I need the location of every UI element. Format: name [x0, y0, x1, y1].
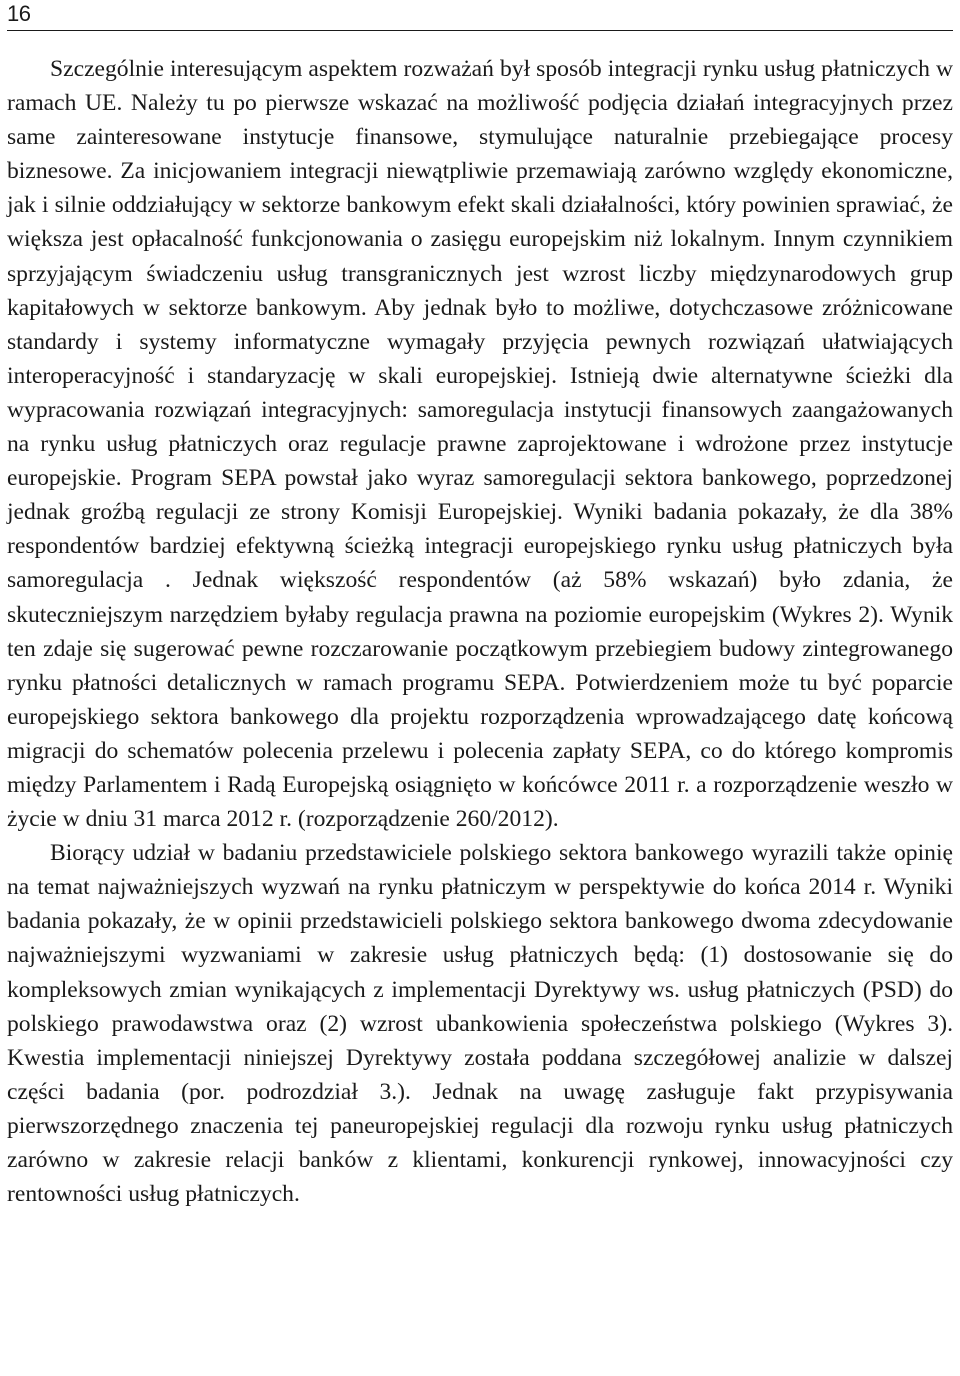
page-number: 16 — [7, 1, 31, 26]
paragraph-2: Biorący udział w badaniu przedstawiciele polskiego sektora bankowego wyrazili także opinię na temat najważniejszych wyzwań na rynku płatniczym w perspektywie do końca 2014 r. Wyniki badania pokazały, że w opinii przedstawicieli polskiego sektora bankowego dwoma zdecydowanie najważniejszymi wyzwaniami w zakresie usług płatniczych będą: (1) dostosowanie się do kompleksowych zmian wynikających z implementacji Dyrektywy ws. usług płatniczych (PSD) do polskiego prawodawstwa oraz (2) wzrost ubankowienia społeczeństwa polskiego (Wykres 3). Kwestia implementacji niniejszej Dyrektywy została poddana szczegółowej analizie w dalszej części badania (por. podrozdział 3.). Jednak na uwagę zasługuje fakt przypisywania pierwszorzędnego znaczenia tej paneuropejskiej regulacji dla rozwoju rynku usług płatniczych zarówno w zakresie relacji banków z klientami, konkurencji rynkowej, innowacyjności czy rentowności usług płatniczych. — [7, 840, 953, 1208]
body-text — [7, 52, 953, 1211]
page-header — [7, 0, 953, 31]
paragraph-1: Szczególnie interesującym aspektem rozważań był sposób integracji rynku usług płatniczych w ramach UE. Należy tu po pierwsze wskazać na możliwość podjęcia działań integracyjnych przez same zainteresowane instytucje finansowe, stymulujące naturalnie przebiegające procesy biznesowe. Za inicjowaniem integracji niewątpliwie przemawiają zarówno względy ekonomiczne, jak i silnie oddziałujący w sektorze bankowym efekt skali działalności, który powinien sprawiać, że większa jest opłacalność funkcjonowania o zasięgu europejskim niż lokalnym. Innym czynnikiem sprzyjającym świadczeniu usług transgranicznych jest wzrost liczby międzynarodowych grup kapitałowych w sektorze bankowym. Aby jednak było to możliwe, dotychczasowe zróżnicowane standardy i systemy informatyczne wymagały przyjęcia pewnych rozwiązań ułatwiających interoperacyjność i standaryzację w skali europejskiej. Istnieją dwie alternatywne ścieżki dla wypracowania rozwiązań integracyjnych: samoregulacja instytucji finansowych zaangażowanych na rynku usług płatniczych oraz regulacje prawne zaprojektowane i wdrożone przez instytucje europejskie. Program SEPA powstał jako wyraz samoregulacji sektora bankowego, poprzedzonej jednak groźbą regulacji ze strony Komisji Europejskiej. Wyniki badania pokazały, że dla 38% respondentów bardziej efektywną ścieżką integracji europejskiego rynku usług płatniczych była samoregulacja . Jednak większość respondentów (aż 58% wskazań) było zdania, że skuteczniejszym narzędziem byłaby regulacja prawna na poziomie europejskim (Wykres 2). Wynik ten zdaje się sugerować pewne rozczarowanie początkowym przebiegiem budowy zintegrowanego rynku płatności detalicznych w ramach programu SEPA. Potwierdzeniem może tu być poparcie europejskiego sektora bankowego dla projektu rozporządzenia wprowadzającego datę końcową migracji do schematów polecenia przelewu i polecenia zapłaty SEPA, co do którego kompromis między Parlamentem i Radą Europejską osiągnięto w końcówce 2011 r. a rozporządzenie weszło w życie w dniu 31 marca 2012 r. (rozporządzenie 260/2012). — [7, 56, 953, 833]
